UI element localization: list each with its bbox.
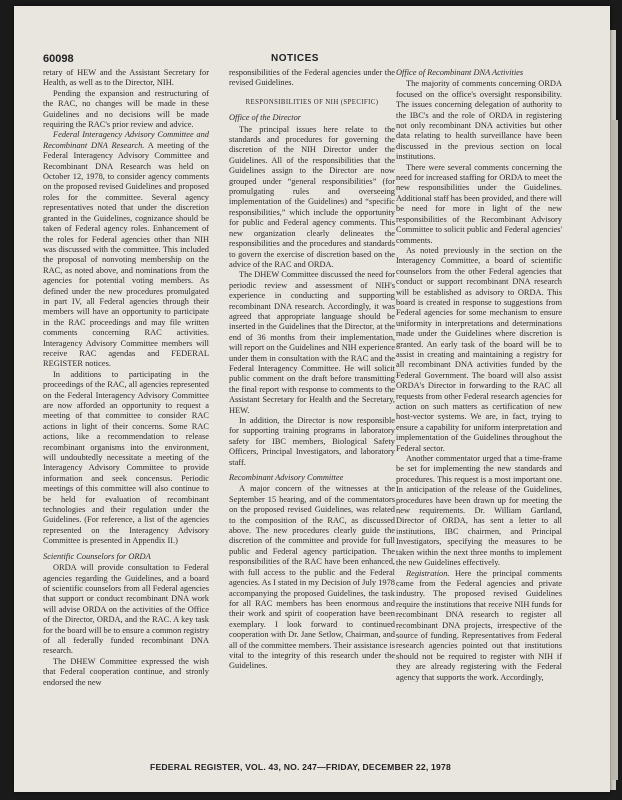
paragraph: retary of HEW and the Assistant Secretary for Health, as well as to the Director, NIH. <box>43 68 209 88</box>
paragraph: In additions to participating in the proceedings of the RAC, all agencies represented on the Federal Interagency Advisory Committee are now afforded an opportunity to request a meeting of that committee to consider RAC actions in light of their concerns. Some RAC actions, like a recommendation to release recombinant organisms into the environment, will undoubtedly necessitate a meeting of the Interagency Advisory Committee to provide information and seek concensus. Periodic meetings of this committee will also continue to be held for evaluation of recombinant technologies and their regulation under the Guidelines. (For reference, a list of the agencies represented on the Interagency Advisory Committee is presented in Appendix II.) <box>43 369 209 546</box>
paragraph: The DHEW Committee expressed the wish that Federal cooperation continue, and stronly endorsed the new <box>43 656 209 687</box>
subheading: Office of Recombinant DNA Activities <box>396 68 524 77</box>
paragraph-run-in-heading: Federal Interagency Advisory Committee and Recombinant DNA Research. <box>43 130 209 150</box>
column-middle <box>229 68 395 748</box>
page-number: 60098 <box>43 53 74 65</box>
subheading: Recombinant Advisory Committee <box>229 473 344 483</box>
column-right <box>396 68 562 748</box>
paragraph: As noted previously in the section on the Interagency Committee, a board of scientific counselors from the other Federal agencies that conduct or support recombinant DNA research will be established as advisory to ORDA. This board is created in response to suggestions from Federal agencies for some mechanism to ensure uniformity in interpretations and determinations made under the Guidelines where discretion is granted. An early task of the board will be to assist in creating and maintaining a registry for all recombinant DNA activities funded by the Federal Government. The board will also assist ORDA's Director in forwarding to the RAC all requests from other Federal research agencies for action on such matters as certification of new host-vector systems. We are, in fact, trying to ensure a capability for uniform interpretation and implementation of the Guidelines throughout the Federal sector. <box>396 245 562 453</box>
paragraph: The majority of comments concerning ORDA focused on the office's oversight responsibility. The issues concerning delegation of authority to the IBC's and the role of ORDA in registering not only recombinant DNA activities but other data relating to health surveillance have been discussed in the previous section on local institutions. <box>396 79 562 162</box>
section-title: NOTICES <box>271 53 319 64</box>
paragraph: There were several comments concerning the need for increased staffing for ORDA to meet the new responsibilities under the Guidelines. Additional staff has been provided, and there will be need for more in light of the new responsibilities of the Recombinant Advisory Committee to solicit public and Federal agencies' comments. <box>396 162 562 245</box>
column-left <box>43 68 209 748</box>
subheading: Office of the Director <box>229 113 302 123</box>
paragraph-run-in-heading: Registration. <box>406 568 450 578</box>
paragraph: ORDA will provide consultation to Federal agencies regarding the Guidelines, and a board of scientific counselors from all Federal agencies that support or conduct recombinant DNA work will advise ORDA on the activities of the Office of the Director, ORDA, and the RAC. A key task for the board will be to ensure a common registry of all federally funded recombinant DNA research. <box>43 563 209 656</box>
paragraph: In addition, the Director is now responsible for supporting training programs in laboratory safety for IBC members, Biological Safety Officers, Principal Investigators, and laboratory staff. <box>229 416 395 467</box>
page-edge-shadow-2 <box>612 120 618 780</box>
paragraph: The principal issues here relate to the standards and procedures for governing the discretion of the NIH Director under the Guidelines. All of the responsibilities that the Guidelines assign to the Director are now grouped under “general responsibilities” (for promulgating rules and overseeing implementation of the Guidelines) and “specific responsibilities,” which include the opportunity for public and Federal agency comments. This new organization clearly delineates the responsibilities and the procedures and standards to govern the exercise of discretion based on the advice of the RAC and ORDA. <box>229 124 395 269</box>
paragraph: A major concern of the witnesses at the September 15 hearing, and of the commentators on the proposed revised Guidelines, was related to the composition of the RAC, as discussed above. The new procedures clearly guide the discretion of the committee and provide for full public and Federal agency participation. The responsibilities of the RAC have been enhanced, with full access to the public and the Federal agencies. As I stated in my Decision of July 1978 accompanying the proposed Guidelines, the task for all RAC members has been enormous and their work and spirit of cooperation have been exemplary. I look forward to continued cooperation with Dr. Jane Setlow, Chairman, and all of the committee members. Their assistance is vital to the integrity of this research under the Guidelines. <box>229 484 395 671</box>
page-footer: FEDERAL REGISTER, VOL. 43, NO. 247—FRIDAY, DECEMBER 22, 1978 <box>150 762 451 772</box>
paragraph <box>396 569 562 683</box>
paragraph-text: A meeting of the Federal Interagency Advisory Committee and Recombinant DNA Research was held on October 12, 1978, to consider agency comments on the proposed revised Guidelines and proposed roles for the committee. Several agency representatives noted that under the discretion granted in the Guidelines, cognizance should be taken of Federal agency roles. Enhancement of the roles for Federal agencies other than NIH was discussed with the committee. This included the proposal of nonvoting membership on the RAC, as noted above, and nominations from the agencies for potential voting members. As defined under the new procedures promulgated in part IV, all Federal agencies through their members will have an opportunity to participate in the RAC proceedings and may file written comments concerning RAC activities. Interagency Advisory Committee members will receive RAC agendas and FEDERAL REGISTER notices. <box>43 140 209 369</box>
paragraph: The DHEW Committee discussed the need for periodic review and assessment of NIH's experience in conducting and supporting recombinant DNA research. Accordingly, it was agreed that appropriate language should be inserted in the Guidelines that the Director, at the end of 36 months from their implementation, will report on the Guidelines and NIH experience under them in consultation with the RAC and the Federal Interagency Committee. He will solicit public comment on the draft before transmitting the final report with response to comments to the Assistant Secretary for Health and the Secretary, HEW. <box>229 270 395 415</box>
page-header <box>43 53 568 69</box>
paragraph <box>43 130 209 369</box>
subheading: Scientific Counselors for ORDA <box>43 551 151 561</box>
section-heading: RESPONSIBILITIES OF NIH (SPECIFIC) <box>245 98 379 106</box>
paragraph-text: Here the principal comments came from the Federal agencies and private industry. The proposed revised Guidelines require the institutions that receive NIH funds for recombinant DNA research to register all recombinant DNA projects, irrespective of the source of funding. Representatives from Federal research agencies pointed out that institutions should not be required to register with NIH if they are already registering with the Federal agency that supports the work. Accordingly, <box>396 568 562 682</box>
paragraph: responsibilities of the Federal agencies under the revised Guidelines. <box>229 68 395 88</box>
paragraph: Pending the expansion and restructuring of the RAC, no changes will be made in these Guidelines and no decisions will be made requiring the RAC's prior review and advice. <box>43 88 209 130</box>
paragraph: Another commentator urged that a time-frame be set for implementing the new standards and procedures. This request is a most important one. In anticipation of the release of the Guidelines, procedures have been drawn up for meeting the new requirements. Dr. William Gartland, Director of ORDA, has sent a letter to all institutions, IBC chairmen, and Principal Investigators, specifying the measures to be taken within the next three months to implement the new Guidelines effectively. <box>396 454 562 568</box>
